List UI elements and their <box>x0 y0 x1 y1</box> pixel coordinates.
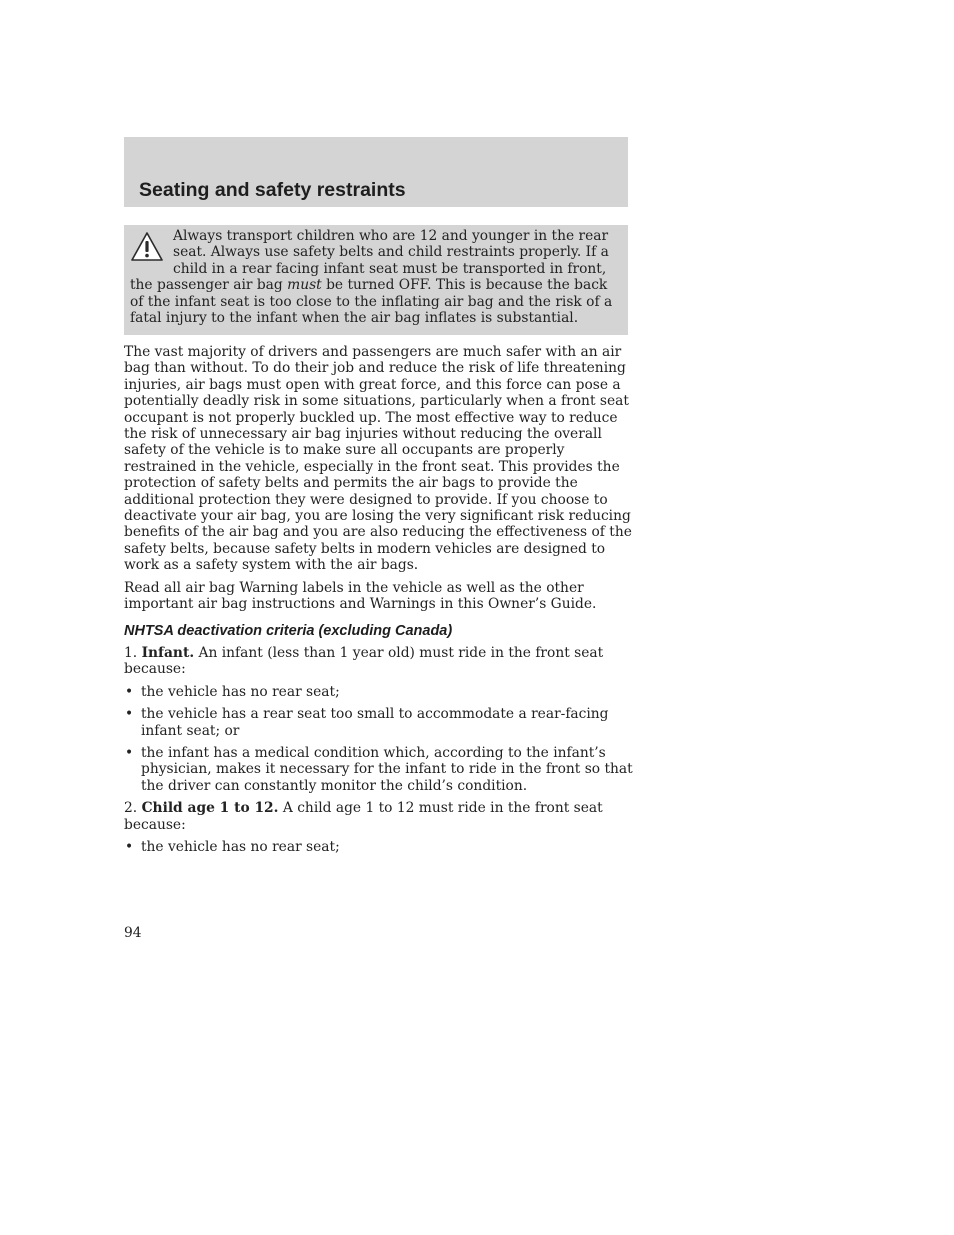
item-text: A child age 1 to 12 must ride in the front seat because: <box>124 800 603 833</box>
list-item-text: the vehicle has a rear seat too small to accommodate a rear-facing infant seat; or <box>141 706 609 739</box>
warning-box <box>124 225 628 335</box>
main-content <box>124 344 634 861</box>
list-item-text: the vehicle has no rear seat; <box>141 683 340 700</box>
list-item <box>124 839 634 855</box>
warning-triangle-icon <box>130 231 164 263</box>
subheading: NHTSA deactivation criteria (excluding Canada) <box>124 622 453 639</box>
bullet-icon: • <box>125 706 134 723</box>
bullet-icon: • <box>125 838 134 855</box>
list-item <box>124 684 634 700</box>
bullet-icon: • <box>125 683 134 700</box>
item-label: Child age 1 to 12. <box>141 800 279 817</box>
warning-text-before: Always transport children who are 12 and younger in the rear seat. Always use safety belts and child restraints properly. If a child in a rear facing infant seat must be transported in front, the passenger air bag <box>130 228 609 294</box>
warning-emphasis: must <box>287 277 322 294</box>
item-number: 2. <box>124 800 138 817</box>
section-header <box>124 137 628 207</box>
warning-text <box>130 228 620 326</box>
page-number: 94 <box>124 925 142 941</box>
item-text: An infant (less than 1 year old) must ride in the front seat because: <box>124 644 604 678</box>
body-paragraph-1: The vast majority of drivers and passengers are much safer with an air bag than without. To do their job and reduce the risk of life threatening injuries, air bags must open with great force, and this force can pose a potentially deadly risk in some situations, particularly when a front seat occupant is not properly buckled up. The most effective way to reduce the risk of unnecessary air bag injuries without reducing the overall safety of the vehicle is to make sure all occupants are properly restrained in the vehicle, especially in the front seat. This provides the protection of safety belts and permits the air bags to provide the additional protection they were designed to provide. If you choose to deactivate your air bag, you are losing the very significant risk reducing benefits of the air bag and you are also reducing the effectiveness of the safety belts, because safety belts in modern vehicles are designed to work as a safety system with the air bags. <box>124 344 632 574</box>
warning-text-after: be turned OFF. This is because the back of the infant seat is too close to the inflating air bag and the risk of a fatal injury to the infant when the air bag inflates is substantial. <box>130 277 613 327</box>
item-number: 1. <box>124 644 138 661</box>
list-item-text: the vehicle has no rear seat; <box>141 838 340 855</box>
bullet-icon: • <box>125 744 134 761</box>
criteria-item-child <box>124 800 634 833</box>
list-item-text: the infant has a medical condition which, according to the infant’s physician, makes it necessary for the infant to ride in the front so that the driver can constantly monitor the child’s condition. <box>141 744 633 794</box>
item-label: Infant. <box>141 644 195 661</box>
section-title: Seating and safety restraints <box>139 179 406 201</box>
list-item <box>124 706 634 739</box>
criteria-item-infant <box>124 645 634 678</box>
list-item <box>124 745 634 794</box>
body-paragraph-2: Read all air bag Warning labels in the vehicle as well as the other important air bag instructions and Warnings in this Owner’s Guide. <box>124 579 597 613</box>
